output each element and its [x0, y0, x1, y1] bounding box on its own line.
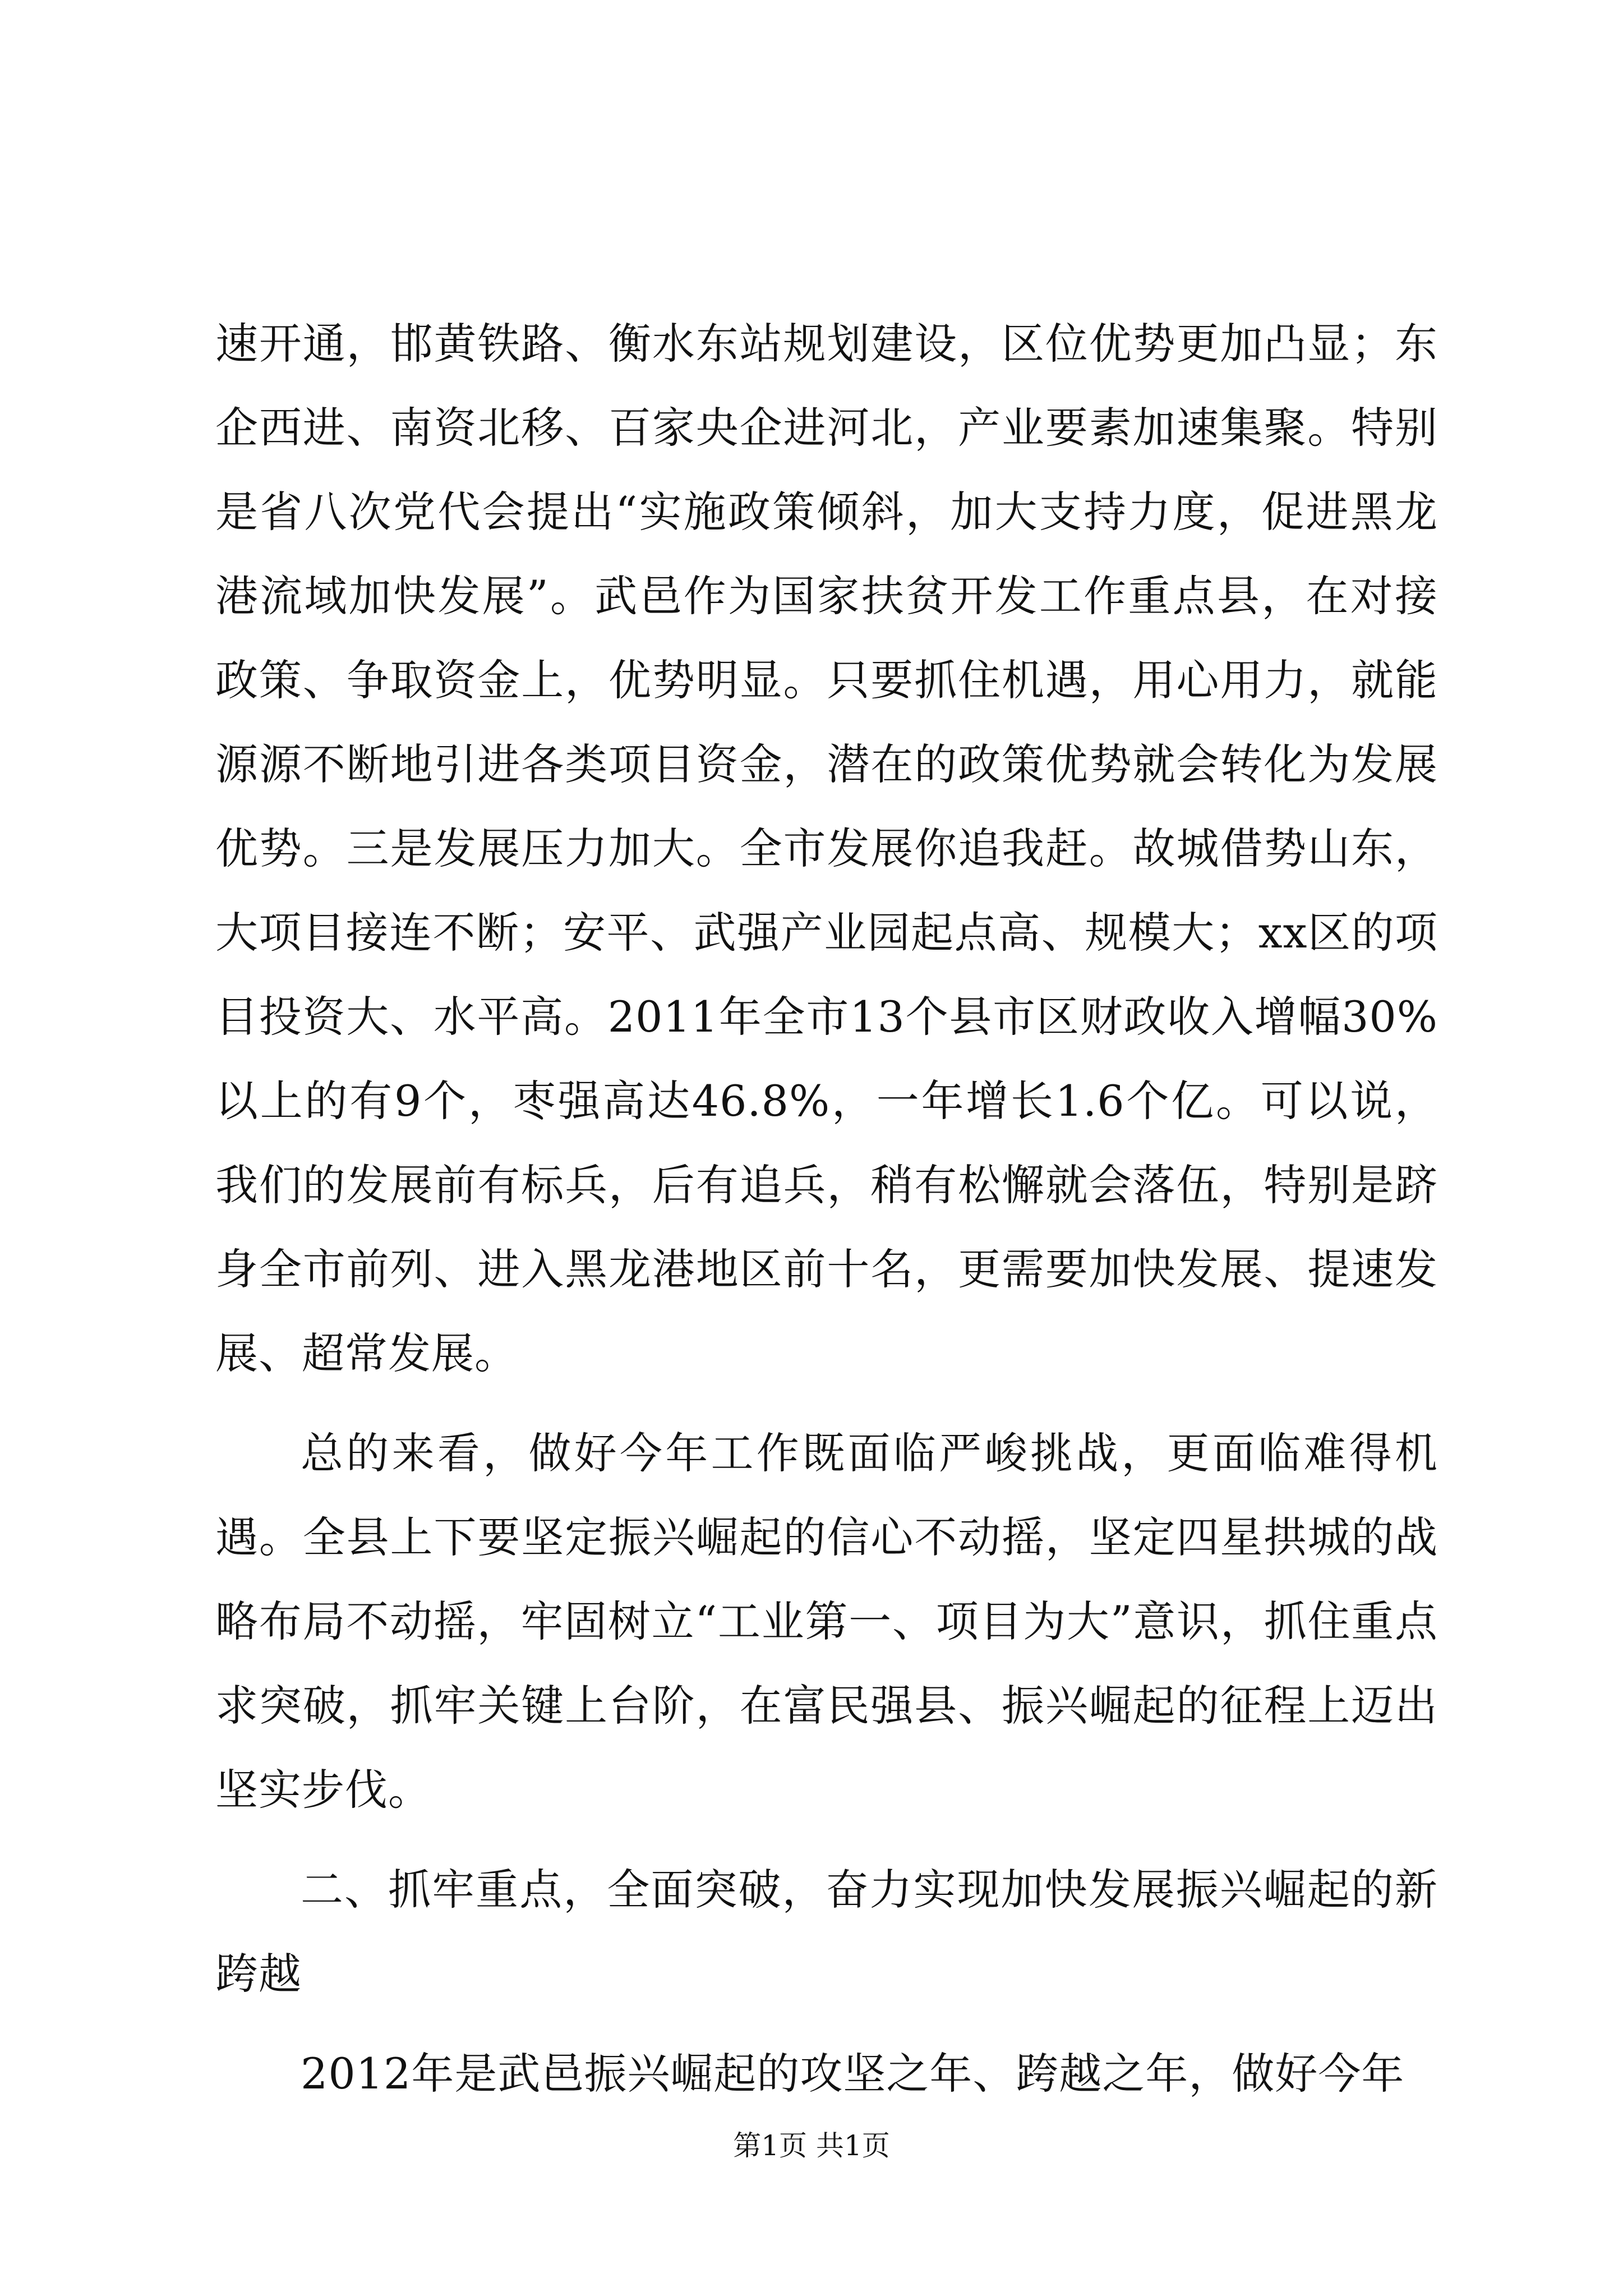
paragraph-2: 总的来看，做好今年工作既面临严峻挑战，更面临难得机遇。全县上下要坚定振兴崛起的信心不动摇，坚定四星拱城的战略布局不动摇，牢固树立“工业第一、项目为大”意识，抓住重点求突破，抓牢关键上台阶，在富民强县、振兴崛起的征程上迈出坚实步伐。 [215, 1428, 1438, 1815]
paragraph-1: 速开通，邯黄铁路、衡水东站规划建设，区位优势更加凸显；东企西进、南资北移、百家央企进河北，产业要素加速集聚。特别是省八次党代会提出“实施政策倾斜，加大支持力度，促进黑龙港流域加快发展”。武邑作为国家扶贫开发工作重点县，在对接政策、争取资金上，优势明显。只要抓住机遇，用心用力，就能源源不断地引进各类项目资金，潜在的政策优势就会转化为发展优势。三是发展压力加大。全市发展你追我赶。故城借势山东，大项目接连不断；安平、武强产业园起点高、规模大；xx区的项目投资大、水平高。2011年全市13个县市区财政收入增幅30%以上的有9个，枣强高达46.8%，一年增长1.6个亿。可以说，我们的发展前有标兵，后有追兵，稍有松懈就会落伍，特别是跻身全市前列、进入黑龙港地区前十名，更需要加快发展、提速发展、超常发展。 [215, 319, 1438, 1378]
document-body [215, 302, 1438, 2116]
section-heading: 二、抓牢重点，全面突破，奋力实现加快发展振兴崛起的新跨越 [215, 1865, 1438, 1999]
page-footer: 第1页 共1页 [733, 2129, 890, 2162]
paragraph-3: 2012年是武邑振兴崛起的攻坚之年、跨越之年，做好今年 [301, 2049, 1405, 2099]
